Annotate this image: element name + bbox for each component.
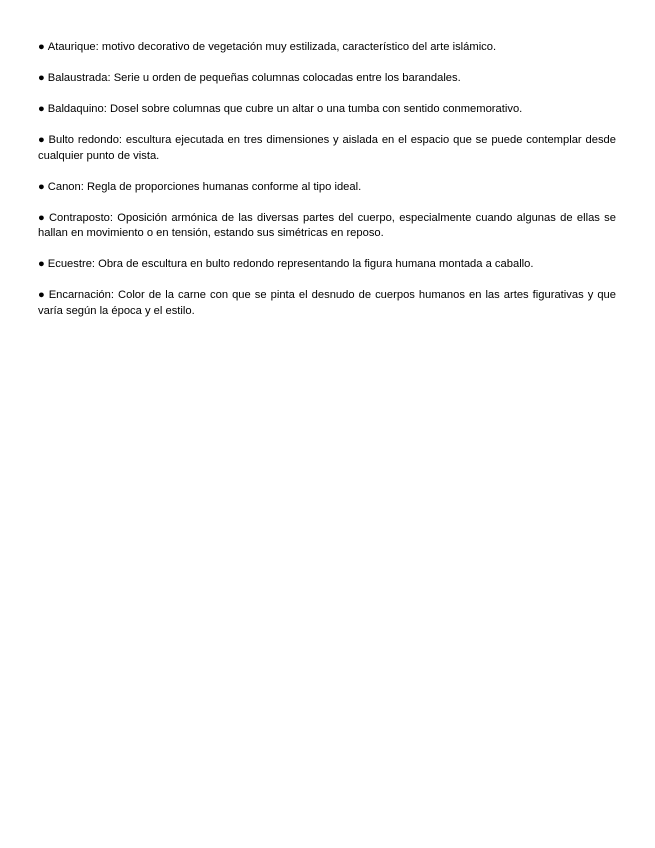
- bullet-icon: ●: [38, 211, 46, 224]
- entry-text: Canon: Regla de proporciones humanas conforme al tipo ideal.: [47, 180, 362, 193]
- bullet-icon: ●: [38, 258, 45, 270]
- document-page: [38, 40, 616, 335]
- bullet-icon: ●: [38, 103, 45, 115]
- glossary-entry-contraposto: [38, 211, 616, 242]
- glossary-entry-bulto-redondo: [38, 133, 616, 164]
- entry-text: Ataurique: motivo decorativo de vegetación muy estilizada, característico del arte islámico.: [47, 41, 497, 53]
- entry-text: Encarnación: Color de la carne con que se pinta el desnudo de cuerpos humanos en las artes figurativas y que varía según la época y el estilo.: [38, 289, 616, 317]
- entry-text: Contraposto: Oposición armónica de las diversas partes del cuerpo, especialmente cuando algunas de ellas se hallan en movimiento o en tensión, estando sus simétricas en reposo.: [38, 211, 616, 239]
- entry-text: Baldaquino: Dosel sobre columnas que cubre un altar o una tumba con sentido conmemorativo.: [47, 103, 523, 115]
- glossary-entry-ecuestre: [38, 257, 616, 273]
- glossary-entry-balaustrada: [38, 71, 616, 87]
- glossary-entry-baldaquino: [38, 102, 616, 118]
- bullet-icon: ●: [38, 41, 45, 53]
- bullet-icon: ●: [38, 72, 45, 84]
- entry-text: Balaustrada: Serie u orden de pequeñas columnas colocadas entre los barandales.: [47, 72, 461, 84]
- glossary-entry-encarnacion: [38, 288, 616, 319]
- glossary-entry-ataurique: [38, 40, 616, 56]
- bullet-icon: ●: [38, 289, 46, 301]
- entry-text: Bulto redondo: escultura ejecutada en tres dimensiones y aislada en el espacio que se puede contemplar desde cualquier punto de vista.: [38, 134, 616, 162]
- glossary-entry-canon: [38, 180, 616, 196]
- entry-text: Ecuestre: Obra de escultura en bulto redondo representando la figura humana montada a caballo.: [47, 258, 534, 270]
- bullet-icon: ●: [38, 180, 45, 193]
- bullet-icon: ●: [38, 134, 46, 146]
